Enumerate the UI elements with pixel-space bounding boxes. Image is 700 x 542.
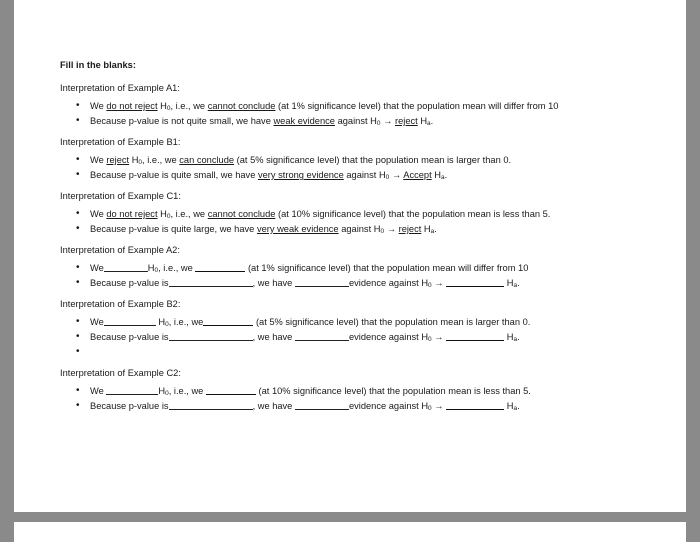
arrow-icon: → xyxy=(434,332,444,342)
bullet-icon: • xyxy=(76,154,80,165)
conclusion-text: cannot conclude xyxy=(207,209,276,219)
arrow-icon: → xyxy=(386,224,396,234)
decision-text: reject xyxy=(106,155,130,165)
list-example-b2 xyxy=(60,316,660,358)
bullet-icon: • xyxy=(76,208,80,219)
arrow-icon: → xyxy=(434,401,444,411)
list-item: • We do not reject $H_0$, i.e., we cannot conclude (at 10% significance level) that the population mean is less than 5. xyxy=(76,208,551,220)
list-example-a2 xyxy=(60,262,660,289)
action-blank[interactable] xyxy=(446,277,504,287)
document-content xyxy=(60,59,660,421)
list-item-empty xyxy=(60,346,660,358)
pvalue-blank[interactable] xyxy=(169,331,253,341)
heading-example-c1: Interpretation of Example C1: xyxy=(60,191,181,201)
evidence-blank[interactable] xyxy=(295,400,349,410)
decision-blank[interactable] xyxy=(106,385,158,395)
list-item: • Because p-value is quite small, we have very strong evidence against $H_0$ → Accept $H_a$. xyxy=(76,169,448,181)
list-item: • We $H_0$, i.e., we (at 5% significance level) that the population mean is larger than 0. xyxy=(76,316,531,328)
heading-example-c2: Interpretation of Example C2: xyxy=(60,368,181,378)
conclusion-blank[interactable] xyxy=(203,316,253,326)
bullet-icon: • xyxy=(76,277,80,288)
heading-example-b2: Interpretation of Example B2: xyxy=(60,299,181,309)
evidence-blank[interactable] xyxy=(295,277,349,287)
bullet-icon: • xyxy=(76,400,80,411)
conclusion-blank[interactable] xyxy=(195,262,245,272)
list-item: • Because p-value is , we have evidence against $H_0 \to H_a$. xyxy=(76,331,520,343)
bullet-icon: • xyxy=(76,385,80,396)
evidence-text: weak evidence xyxy=(273,116,335,126)
list-example-a1 xyxy=(60,100,660,127)
decision-blank[interactable] xyxy=(104,262,148,272)
list-example-c1 xyxy=(60,208,660,235)
list-item: • We $H_0$, i.e., we (at 1% significance level) that the population mean will differ from 10 xyxy=(76,262,529,274)
arrow-icon: → xyxy=(383,116,393,126)
list-item: • We reject $H_0$, i.e., we can conclude (at 5% significance level) that the population mean is larger than 0. xyxy=(76,154,512,166)
bullet-icon: • xyxy=(76,316,80,327)
list-item: • Because p-value is quite large, we have very weak evidence against $H_0$ → reject $H_a$. xyxy=(76,223,437,235)
list-item: • Because p-value is not quite small, we have weak evidence against $H_0$ → reject $H_a$. xyxy=(76,115,434,127)
evidence-text: very weak evidence xyxy=(256,224,339,234)
list-example-b1 xyxy=(60,154,660,181)
list-item: • Because p-value is , we have evidence against $H_0 \to H_a$. xyxy=(76,400,520,412)
bullet-icon: • xyxy=(76,115,80,126)
document-page xyxy=(14,0,686,512)
action-text: Accept xyxy=(403,170,432,180)
bullet-icon: • xyxy=(76,100,80,111)
arrow-icon: → xyxy=(434,278,444,288)
action-blank[interactable] xyxy=(446,400,504,410)
heading-example-a1: Interpretation of Example A1: xyxy=(60,83,180,93)
pvalue-blank[interactable] xyxy=(169,400,253,410)
decision-text: do not reject xyxy=(106,209,158,219)
heading-example-b1: Interpretation of Example B1: xyxy=(60,137,181,147)
heading-example-a2: Interpretation of Example A2: xyxy=(60,245,180,255)
list-item: • Because p-value is , we have evidence against $H_0 \to H_a$. xyxy=(76,277,520,289)
next-page xyxy=(14,522,686,542)
conclusion-blank[interactable] xyxy=(206,385,256,395)
pvalue-blank[interactable] xyxy=(169,277,253,287)
evidence-blank[interactable] xyxy=(295,331,349,341)
bullet-icon: • xyxy=(76,262,80,273)
list-item: • We do not reject $H_0$, i.e., we cannot conclude (at 1% significance level) that the population mean will differ from 10 xyxy=(76,100,559,112)
action-blank[interactable] xyxy=(446,331,504,341)
bullet-icon: • xyxy=(76,223,80,234)
action-text: reject xyxy=(398,224,422,234)
action-text: reject xyxy=(394,116,418,126)
list-item: • We $H_0$, i.e., we (at 10% significance level) that the population mean is less than 5. xyxy=(76,385,531,397)
decision-blank[interactable] xyxy=(104,316,156,326)
list-example-c2 xyxy=(60,385,660,412)
page-title: Fill in the blanks: xyxy=(60,60,136,70)
bullet-icon: • xyxy=(76,331,80,342)
decision-text: do not reject xyxy=(106,101,158,111)
evidence-text: very strong evidence xyxy=(257,170,344,180)
bullet-icon: • xyxy=(76,169,80,180)
arrow-icon: → xyxy=(391,170,402,180)
conclusion-text: cannot conclude xyxy=(207,101,276,111)
conclusion-text: can conclude xyxy=(179,155,235,165)
bullet-icon: • xyxy=(76,346,80,357)
